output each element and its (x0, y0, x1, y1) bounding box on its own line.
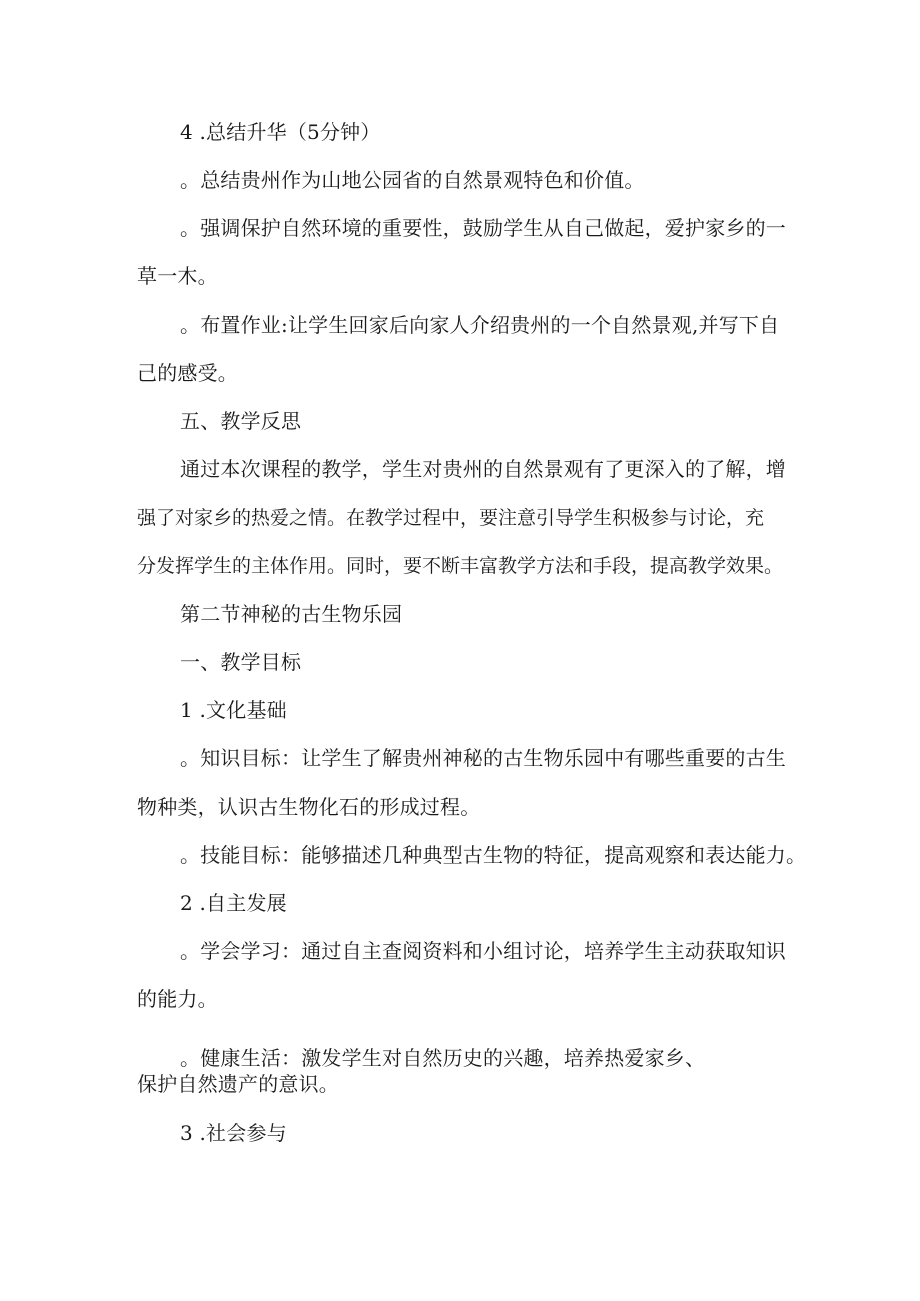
section-heading-summary: 4 .总结升华（5分钟） (180, 120, 381, 144)
bullet-learning-line-2: 的能力。 (137, 987, 218, 1011)
paragraph-reflection-line-2: 强了对家乡的热爱之情。在教学过程中，要注意引导学生积极参与讨论，充 (137, 507, 765, 529)
bullet-learning-line-1: 。学会学习：通过自主查阅资料和小组讨论，培养学生主动获取知识 (180, 939, 786, 963)
bullet-health-line-1: 。健康生活：激发学生对自然历史的兴趣，培养热爱家乡、 (180, 1046, 706, 1070)
subheading-social: 3 .社会参与 (180, 1121, 287, 1145)
bullet-skill: 。技能目标：能够描述几种典型古生物的特征，提高观察和表达能力。 (180, 843, 807, 867)
chapter-heading-section-two: 第二节神秘的古生物乐园 (180, 602, 403, 626)
subheading-development: 2 .自主发展 (180, 891, 287, 915)
subheading-culture: 1 .文化基础 (180, 698, 287, 722)
bullet-summary: 。总结贵州作为山地公园省的自然景观特色和价值。 (180, 168, 645, 192)
bullet-protect-line-1: 。强调保护自然环境的重要性，鼓励学生从自己做起，爱护家乡的一 (180, 216, 786, 240)
bullet-health-line-2: 保护自然遗产的意识。 (137, 1072, 339, 1096)
paragraph-reflection-line-3: 分发挥学生的主体作用。同时，要不断丰富教学方法和手段，提高教学效果。 (137, 555, 784, 577)
bullet-homework-line-2: 己的感受。 (137, 361, 238, 385)
bullet-knowledge-line-2: 物种类，认识古生物化石的形成过程。 (137, 795, 481, 819)
bullet-homework-line-1: 。布置作业:让学生回家后向家人介绍贵州的一个自然景观,并写下自 (180, 313, 780, 337)
section-heading-objectives: 一、教学目标 (180, 650, 302, 674)
bullet-protect-line-2: 草一木。 (137, 264, 218, 288)
paragraph-reflection-line-1: 通过本次课程的教学，学生对贵州的自然景观有了更深入的了解，增 (180, 457, 786, 481)
bullet-knowledge-line-1: 。知识目标：让学生了解贵州神秘的古生物乐园中有哪些重要的古生 (180, 746, 786, 770)
section-heading-reflection: 五、教学反思 (180, 409, 302, 433)
